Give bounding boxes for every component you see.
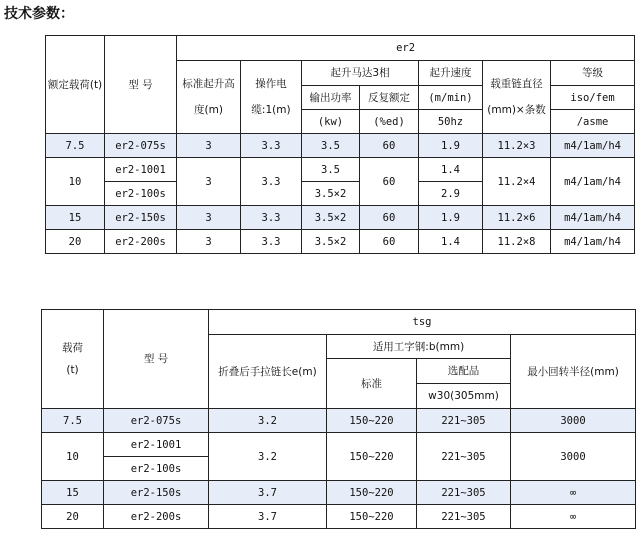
cell-duty: 60 xyxy=(360,134,419,158)
cell-speed: 1.9 xyxy=(419,206,483,230)
cell-load: 20 xyxy=(42,505,104,529)
cell-grade: m4/1am/h4 xyxy=(551,134,635,158)
header-load: 额定载荷(t) xyxy=(46,36,105,134)
header-power: 输出功率 xyxy=(302,86,360,110)
header-optional xyxy=(417,359,511,409)
header-load-label: 载荷 xyxy=(62,342,83,354)
cell-load: 7.5 xyxy=(42,409,104,433)
cell-model: er2-150s xyxy=(104,481,209,505)
cell-model: er2-1001 xyxy=(104,433,209,457)
cell-opt: 221~305 xyxy=(417,505,511,529)
cell-model: er2-200s xyxy=(104,505,209,529)
header-optional-unit: w30(305mm) xyxy=(428,390,499,402)
cell-load: 15 xyxy=(42,481,104,505)
header-model: 型 号 xyxy=(105,36,177,134)
cell-duty: 60 xyxy=(360,158,419,206)
header-speed-hz: 50hz xyxy=(419,110,483,134)
cell-height: 3 xyxy=(177,230,241,254)
cell-cable: 3.3 xyxy=(241,206,302,230)
cell-radius: ∞ xyxy=(511,505,636,529)
cell-radius: 3000 xyxy=(511,409,636,433)
cell-radius: ∞ xyxy=(511,481,636,505)
header-load xyxy=(42,310,104,409)
cell-speed: 1.4 xyxy=(419,158,483,182)
header-load-unit: (t) xyxy=(66,364,79,376)
cell-cable: 3.3 xyxy=(241,134,302,158)
table-row xyxy=(46,134,635,158)
cell-chain: 3.2 xyxy=(209,409,327,433)
cell-opt: 221~305 xyxy=(417,481,511,505)
cell-speed: 2.9 xyxy=(419,182,483,206)
header-cable: 操作电缆:1(m) xyxy=(241,61,302,134)
header-model: 型 号 xyxy=(104,310,209,409)
cell-height: 3 xyxy=(177,134,241,158)
header-chain: 载重链直径(mm)×条数 xyxy=(483,61,551,134)
cell-cable: 3.3 xyxy=(241,230,302,254)
header-duty-unit: (%ed) xyxy=(360,110,419,134)
cell-power: 3.5×2 xyxy=(302,182,360,206)
table-row xyxy=(42,433,636,457)
header-optional-label: 选配品 xyxy=(417,359,510,384)
table-row xyxy=(46,230,635,254)
cell-opt: 221~305 xyxy=(417,409,511,433)
cell-model: er2-200s xyxy=(105,230,177,254)
cell-chain: 11.2×3 xyxy=(483,134,551,158)
cell-model: er2-100s xyxy=(105,182,177,206)
cell-chain: 11.2×6 xyxy=(483,206,551,230)
header-power-unit: (kw) xyxy=(302,110,360,134)
group-title-er2: er2 xyxy=(177,36,635,61)
cell-grade: m4/1am/h4 xyxy=(551,230,635,254)
header-radius: 最小回转半径(mm) xyxy=(511,335,636,409)
cell-model: er2-1001 xyxy=(105,158,177,182)
table-row xyxy=(46,158,635,182)
cell-cable: 3.3 xyxy=(241,158,302,206)
cell-power: 3.5 xyxy=(302,134,360,158)
cell-power: 3.5×2 xyxy=(302,206,360,230)
cell-model: er2-150s xyxy=(105,206,177,230)
cell-load: 20 xyxy=(46,230,105,254)
header-duty: 反复额定 xyxy=(360,86,419,110)
cell-radius: 3000 xyxy=(511,433,636,481)
cell-power: 3.5 xyxy=(302,158,360,182)
cell-chain: 11.2×8 xyxy=(483,230,551,254)
header-speed: 起升速度 xyxy=(419,61,483,86)
header-grade-2: iso/fem xyxy=(551,86,635,110)
tsg-spec-table xyxy=(41,309,636,529)
cell-std: 150~220 xyxy=(327,433,417,481)
page-heading: 技术参数： xyxy=(4,6,74,22)
header-beam: 适用工字钢:b(mm) xyxy=(327,335,511,359)
header-motor: 起升马达3相 xyxy=(302,61,419,86)
cell-duty: 60 xyxy=(360,206,419,230)
er2-spec-table xyxy=(45,35,635,254)
header-lift-height: 标准起升高度(m) xyxy=(177,61,241,134)
cell-grade: m4/1am/h4 xyxy=(551,206,635,230)
cell-chain: 3.7 xyxy=(209,505,327,529)
cell-chain: 11.2×4 xyxy=(483,158,551,206)
cell-height: 3 xyxy=(177,206,241,230)
cell-model: er2-075s xyxy=(104,409,209,433)
header-standard: 标准 xyxy=(327,359,417,409)
cell-load: 10 xyxy=(46,158,105,206)
cell-std: 150~220 xyxy=(327,409,417,433)
table-row xyxy=(42,505,636,529)
cell-power: 3.5×2 xyxy=(302,230,360,254)
header-grade-3: /asme xyxy=(551,110,635,134)
cell-std: 150~220 xyxy=(327,481,417,505)
header-chain-length: 折叠后手拉链长e(m) xyxy=(209,335,327,409)
cell-load: 7.5 xyxy=(46,134,105,158)
table-row xyxy=(46,206,635,230)
cell-speed: 1.4 xyxy=(419,230,483,254)
cell-model: er2-100s xyxy=(104,457,209,481)
cell-grade: m4/1am/h4 xyxy=(551,158,635,206)
group-title-tsg: tsg xyxy=(209,310,636,335)
cell-height: 3 xyxy=(177,158,241,206)
cell-std: 150~220 xyxy=(327,505,417,529)
table-row xyxy=(42,409,636,433)
cell-speed: 1.9 xyxy=(419,134,483,158)
cell-chain: 3.7 xyxy=(209,481,327,505)
header-speed-unit: (m/min) xyxy=(419,86,483,110)
cell-duty: 60 xyxy=(360,230,419,254)
cell-load: 15 xyxy=(46,206,105,230)
cell-opt: 221~305 xyxy=(417,433,511,481)
cell-model: er2-075s xyxy=(105,134,177,158)
table-row xyxy=(42,481,636,505)
header-grade: 等级 xyxy=(551,61,635,86)
cell-load: 10 xyxy=(42,433,104,481)
cell-chain: 3.2 xyxy=(209,433,327,481)
